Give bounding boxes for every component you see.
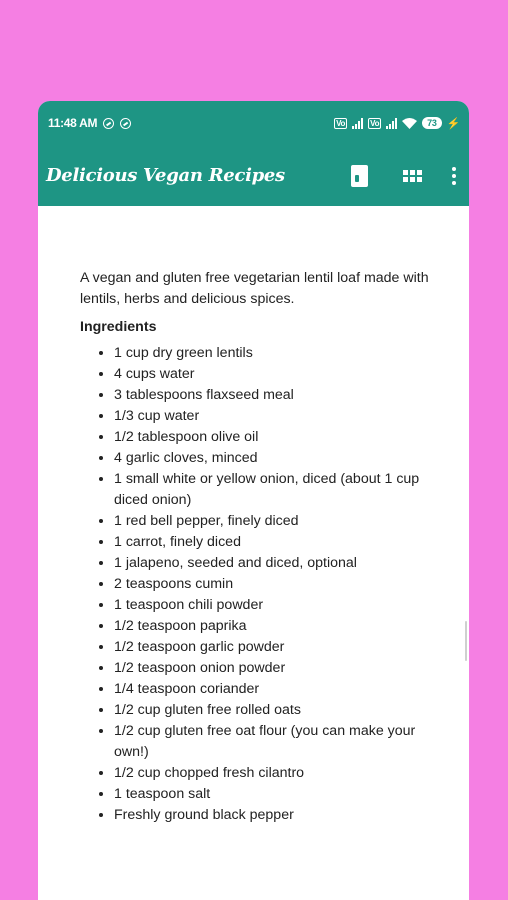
ingredient-item: • 1 jalapeno, seeded and diced, optional bbox=[114, 553, 449, 574]
signal-icon bbox=[386, 118, 397, 129]
ingredient-item: • 1/2 tablespoon olive oil bbox=[114, 427, 449, 448]
ingredient-item: • 1/2 cup gluten free oat flour (you can make your own!) bbox=[114, 721, 449, 763]
ingredient-item: • Freshly ground black pepper bbox=[114, 805, 449, 826]
signal-icon bbox=[352, 118, 363, 129]
app-title: Delicious Vegan Recipes bbox=[46, 165, 285, 186]
recipe-content[interactable] bbox=[38, 206, 469, 826]
grid-view-button[interactable] bbox=[386, 156, 439, 196]
bookmark-button[interactable] bbox=[333, 156, 386, 196]
status-time: 11:48 AM bbox=[48, 116, 98, 130]
sync-icon bbox=[120, 118, 131, 129]
ingredient-item: • 2 teaspoons cumin bbox=[114, 574, 449, 595]
ingredient-item: • 1 cup dry green lentils bbox=[114, 343, 449, 364]
ingredient-item: • 1 red bell pepper, finely diced bbox=[114, 511, 449, 532]
recipe-description: A vegan and gluten free vegetarian lentil loaf made with lentils, herbs and delicious spices. bbox=[80, 270, 429, 307]
bookmark-icon bbox=[351, 165, 368, 187]
ingredient-item: • 1/2 teaspoon paprika bbox=[114, 616, 449, 637]
ingredient-item: • 1/2 teaspoon onion powder bbox=[114, 658, 449, 679]
more-options-button[interactable] bbox=[439, 156, 469, 196]
ingredient-item: • 1/2 cup chopped fresh cilantro bbox=[114, 763, 449, 784]
ingredient-item: • 1/2 teaspoon garlic powder bbox=[114, 637, 449, 658]
scrollbar[interactable] bbox=[465, 621, 467, 661]
ingredient-item: • 1/3 cup water bbox=[114, 406, 449, 427]
ingredient-item: • 1 teaspoon salt bbox=[114, 784, 449, 805]
ingredient-item: • 1 carrot, finely diced bbox=[114, 532, 449, 553]
phone-screen bbox=[38, 101, 469, 900]
grid-view-icon bbox=[403, 170, 422, 182]
charging-icon: ⚡ bbox=[446, 117, 460, 130]
ingredient-item: • 3 tablespoons flaxseed meal bbox=[114, 385, 449, 406]
ingredient-item: • 1/4 teaspoon coriander bbox=[114, 679, 449, 700]
more-vert-icon bbox=[452, 167, 456, 185]
ingredients-heading: Ingredients bbox=[80, 319, 157, 335]
ingredient-item: • 1/2 cup gluten free rolled oats bbox=[114, 700, 449, 721]
sync-icon bbox=[103, 118, 114, 129]
ingredient-item: • 1 teaspoon chili powder bbox=[114, 595, 449, 616]
app-bar bbox=[38, 145, 469, 206]
ingredient-item: • 4 garlic cloves, minced bbox=[114, 448, 449, 469]
ingredients-list bbox=[80, 343, 449, 826]
ingredient-item: • 4 cups water bbox=[114, 364, 449, 385]
ingredient-item: • 1 small white or yellow onion, diced (about 1 cup diced onion) bbox=[114, 469, 449, 511]
volte-icon: Vo bbox=[370, 118, 380, 128]
status-bar bbox=[38, 101, 469, 145]
wifi-icon bbox=[402, 118, 417, 129]
volte-icon: Vo bbox=[336, 118, 346, 128]
battery-indicator: 73 bbox=[422, 117, 441, 129]
